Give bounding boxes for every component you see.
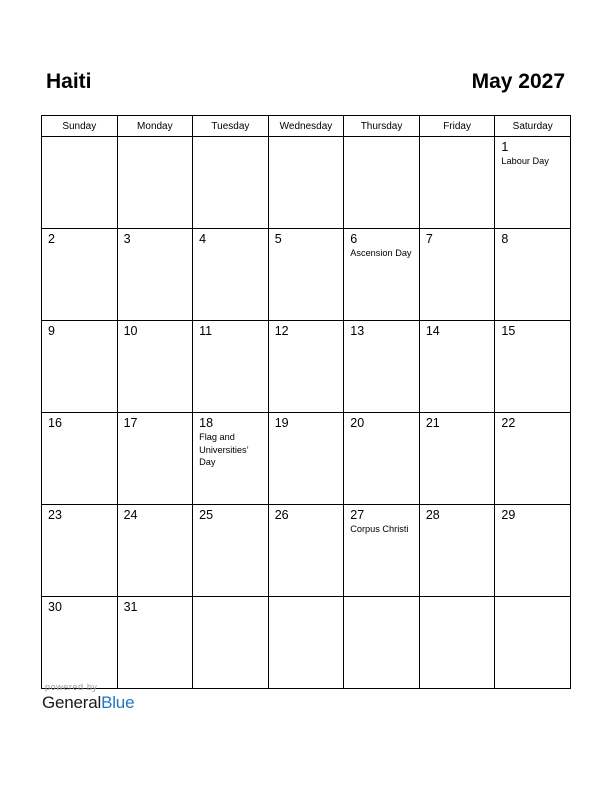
weekday-monday: Monday	[117, 116, 193, 137]
day-cell	[268, 229, 344, 321]
day-cell	[495, 413, 571, 505]
day-number: 15	[501, 324, 516, 338]
day-number: 25	[199, 508, 214, 522]
empty-day-cell	[268, 137, 344, 229]
day-number: 9	[48, 324, 55, 338]
country-title: Haiti	[46, 70, 92, 93]
calendar-grid	[41, 115, 571, 689]
holiday-label: Ascension Day	[350, 248, 412, 258]
empty-day-cell	[42, 137, 118, 229]
day-number: 12	[274, 324, 289, 338]
day-number: 6	[350, 232, 358, 246]
day-number: 29	[501, 508, 516, 522]
day-cell	[117, 413, 193, 505]
brand-footer	[42, 682, 134, 713]
brand-blue: Blue	[101, 693, 135, 712]
day-number: 17	[123, 416, 138, 430]
week-row	[42, 505, 571, 597]
day-number: 2	[48, 232, 55, 246]
brand-general: General	[42, 693, 102, 712]
day-cell	[344, 229, 420, 321]
day-cell	[193, 505, 269, 597]
day-number: 16	[48, 416, 62, 430]
day-number: 28	[425, 508, 440, 522]
day-cell	[344, 413, 420, 505]
weekday-wednesday: Wednesday	[268, 116, 344, 137]
day-cell	[419, 229, 495, 321]
empty-day-cell	[419, 137, 495, 229]
day-cell	[495, 321, 571, 413]
day-cell	[193, 413, 269, 505]
day-cell	[42, 597, 118, 689]
weekday-header-row	[42, 116, 571, 137]
day-number: 18	[199, 416, 214, 430]
day-cell	[344, 505, 420, 597]
day-number: 21	[425, 416, 440, 430]
day-number: 31	[123, 600, 138, 614]
day-cell	[117, 597, 193, 689]
day-cell	[117, 505, 193, 597]
day-number: 10	[123, 324, 138, 338]
week-row	[42, 321, 571, 413]
holiday-label: Corpus Christi	[350, 524, 409, 534]
day-cell	[193, 229, 269, 321]
day-number: 1	[501, 140, 509, 154]
day-cell	[193, 321, 269, 413]
weekday-tuesday: Tuesday	[193, 116, 269, 137]
powered-by-text: powered by	[45, 682, 98, 692]
day-cell	[42, 505, 118, 597]
day-cell	[42, 321, 118, 413]
day-number: 11	[199, 324, 213, 338]
empty-day-cell	[193, 137, 269, 229]
day-cell	[117, 321, 193, 413]
day-cell	[344, 321, 420, 413]
day-cell	[268, 321, 344, 413]
weekday-sunday: Sunday	[42, 116, 118, 137]
day-cell	[495, 229, 571, 321]
week-row	[42, 597, 571, 689]
day-number: 14	[425, 324, 440, 338]
day-number: 19	[274, 416, 289, 430]
week-row	[42, 413, 571, 505]
empty-day-cell	[344, 137, 420, 229]
week-row	[42, 137, 571, 229]
day-cell	[42, 413, 118, 505]
empty-day-cell	[344, 597, 420, 689]
day-number: 24	[123, 508, 138, 522]
day-number: 5	[274, 232, 282, 246]
day-number: 3	[123, 232, 131, 246]
day-cell	[268, 505, 344, 597]
empty-day-cell	[419, 597, 495, 689]
day-cell	[419, 321, 495, 413]
empty-day-cell	[193, 597, 269, 689]
holiday-label: Labour Day	[501, 156, 549, 166]
day-number: 27	[350, 508, 365, 522]
day-cell	[419, 413, 495, 505]
empty-day-cell	[495, 597, 571, 689]
day-cell	[419, 505, 495, 597]
generalblue-logo[interactable]	[42, 693, 134, 713]
day-number: 23	[48, 508, 62, 522]
day-cell	[117, 229, 193, 321]
day-number: 4	[199, 232, 207, 246]
day-number: 7	[425, 232, 433, 246]
day-cell	[268, 413, 344, 505]
empty-day-cell	[268, 597, 344, 689]
empty-day-cell	[117, 137, 193, 229]
day-number: 8	[501, 232, 509, 246]
weekday-saturday: Saturday	[495, 116, 571, 137]
weekday-friday: Friday	[419, 116, 495, 137]
day-number: 30	[48, 600, 62, 614]
day-cell	[42, 229, 118, 321]
day-cell	[495, 137, 571, 229]
month-year-title: May 2027	[471, 70, 565, 93]
day-number: 20	[350, 416, 365, 430]
day-number: 22	[501, 416, 516, 430]
weekday-thursday: Thursday	[344, 116, 420, 137]
day-cell	[495, 505, 571, 597]
week-row	[42, 229, 571, 321]
holiday-label: Flag and Universities’ Day	[199, 432, 249, 467]
day-number: 13	[350, 324, 365, 338]
day-number: 26	[274, 508, 289, 522]
